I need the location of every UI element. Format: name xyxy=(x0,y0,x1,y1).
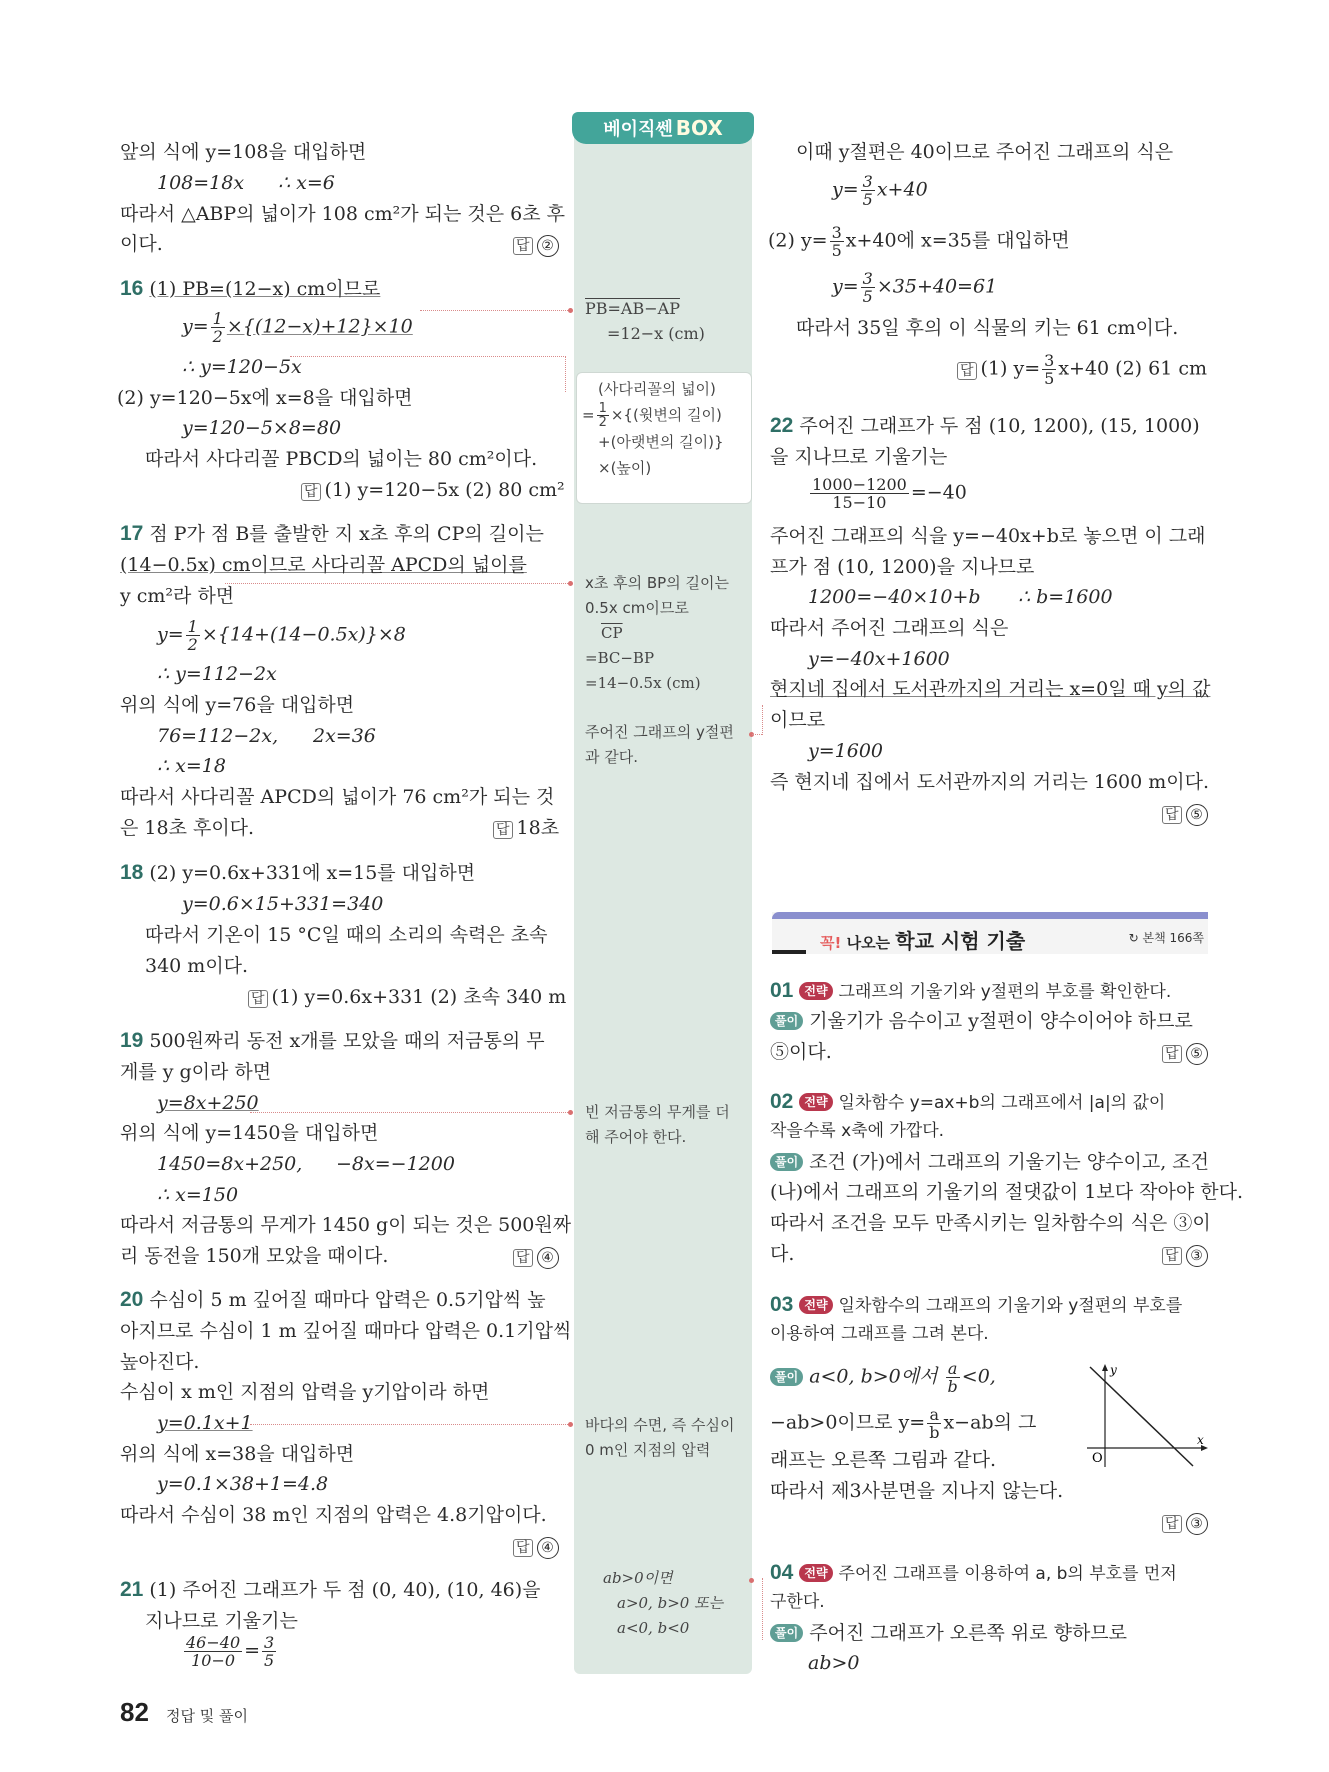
equation: ab>0 xyxy=(808,1652,860,1674)
text-line: 따라서 사다리꼴 PBCD의 넓이는 80 cm²이다. xyxy=(145,448,538,470)
note-text: 0.5x cm이므로 xyxy=(585,599,689,617)
answer-mark xyxy=(513,232,559,258)
leader-line xyxy=(762,705,763,735)
answer-text: (1) y=0.6x+331 (2) 초속 340 m xyxy=(271,986,567,1008)
numerator: 46−40 xyxy=(186,1633,241,1652)
strategy-text: 작을수록 x축에 가깝다. xyxy=(770,1121,945,1141)
solution-text: 주어진 그래프가 오른쪽 위로 향하므로 xyxy=(809,1622,1128,1644)
question-number: 01 xyxy=(770,979,794,1002)
note-text: +(아랫변의 길이)} xyxy=(598,433,724,451)
answer-mark xyxy=(513,1534,559,1560)
problem-16-line1 xyxy=(120,277,380,301)
equation xyxy=(770,1406,1036,1441)
text-line: 아지므로 수심이 1 m 깊어질 때마다 압력은 0.1기압씩 xyxy=(120,1320,572,1342)
equation: 108=18x xyxy=(157,172,245,194)
equation: y=0.1×38+1=4.8 xyxy=(157,1473,329,1495)
equation: ∴ y=120−5x xyxy=(182,356,302,378)
problem-number: 16 xyxy=(120,277,144,300)
text-line: 다. xyxy=(770,1243,795,1265)
problem-19-line1 xyxy=(120,1029,545,1053)
equation: y=0.6×15+331=340 xyxy=(182,893,384,915)
text-line: (나)에서 그래프의 기울기의 절댓값이 1보다 작아야 한다. xyxy=(770,1181,1243,1203)
fraction xyxy=(830,224,844,259)
note-text: a>0, b>0 또는 xyxy=(617,1594,724,1612)
text-line: 은 18초 후이다. xyxy=(120,817,255,839)
eq-part: y= xyxy=(832,178,859,201)
numerator: 1 xyxy=(598,401,607,416)
strategy-text: 그래프의 기울기와 y절편의 부호를 확인한다. xyxy=(838,982,1172,1002)
eq-part: (2) y= xyxy=(768,229,828,252)
page-section-label: 정답 및 풀이 xyxy=(166,1707,248,1725)
eq-part: =−40 xyxy=(910,481,967,504)
answer-mark xyxy=(1162,801,1208,827)
leader-line xyxy=(565,356,566,392)
equation xyxy=(832,173,928,208)
solution-text: −ab>0이므로 y= xyxy=(770,1411,926,1434)
note-cp xyxy=(585,571,729,696)
problem-20-line1 xyxy=(120,1288,546,1312)
fraction xyxy=(597,402,609,429)
text-line: ⑤이다. xyxy=(770,1041,832,1063)
problem-number: 19 xyxy=(120,1029,144,1052)
numerator: a xyxy=(927,1406,941,1424)
text-line: 이다. xyxy=(120,233,163,255)
answer-icon: 답 xyxy=(957,362,977,380)
problem-number: 22 xyxy=(770,414,794,437)
note-text: ab>0이면 xyxy=(603,1569,673,1587)
answer-icon: 답 xyxy=(513,237,533,255)
answer-mark xyxy=(1162,1242,1208,1268)
equation: 2x=36 xyxy=(313,725,376,747)
note-text: 주어진 그래프의 y절편 xyxy=(585,723,734,741)
answer-text: 18초 xyxy=(516,817,560,839)
basic-box-header xyxy=(572,112,754,144)
note-text: PB=AB−AP xyxy=(585,299,680,318)
equation xyxy=(832,270,997,305)
denominator: 5 xyxy=(862,190,873,209)
strategy-text: 주어진 그래프를 이용하여 a, b의 부호를 먼저 xyxy=(838,1564,1177,1584)
problem-text: (2) y=0.6x+331에 x=15를 대입하면 xyxy=(149,862,476,884)
numerator: 1000−1200 xyxy=(812,475,907,494)
note-text: ×{(윗변의 길이) xyxy=(610,406,722,424)
solution-text: 기울기가 음수이고 y절편이 양수이어야 하므로 xyxy=(809,1010,1193,1032)
answer-text: x+40 (2) 61 cm xyxy=(1058,357,1208,380)
text-line: 따라서 사다리꼴 APCD의 넓이가 76 cm²가 되는 것 xyxy=(120,786,555,808)
fraction xyxy=(927,1406,941,1441)
strategy-tag: 전략 xyxy=(799,1564,832,1582)
note-text: =12−x (cm) xyxy=(607,324,705,343)
note-text: x초 후의 BP의 길이는 xyxy=(585,574,729,592)
eq-part: y= xyxy=(182,315,209,338)
fraction xyxy=(262,1634,276,1669)
eq-part: y=8x+250 xyxy=(157,1092,259,1114)
text-line: 따라서 저금통의 무게가 1450 g이 되는 것은 500원짜 xyxy=(120,1214,572,1236)
equation xyxy=(768,224,1070,259)
q04-solution xyxy=(770,1621,1127,1645)
header-black-mark xyxy=(772,950,806,954)
answer-choice: ② xyxy=(537,235,559,257)
problem-text: 500원짜리 동전 x개를 모았을 때의 저금통의 무 xyxy=(149,1030,545,1052)
numerator: 3 xyxy=(1044,351,1055,370)
leader-dot xyxy=(749,1578,754,1583)
exam-section-header xyxy=(772,912,1208,954)
problem-text: 점 P가 점 B를 출발한 지 x초 후의 CP의 길이는 xyxy=(149,523,544,545)
problem-text: 주어진 그래프가 두 점 (10, 1200), (15, 1000) xyxy=(799,415,1200,437)
equation: ∴ x=150 xyxy=(157,1184,239,1206)
problem-number: 17 xyxy=(120,522,144,545)
header-accent-line xyxy=(772,912,1208,919)
answer-choice: ⑤ xyxy=(1186,804,1208,826)
leader-line xyxy=(250,1112,570,1113)
x-label: x xyxy=(1197,1433,1204,1447)
solution-text: 조건 (가)에서 그래프의 기울기는 양수이고, 조건 xyxy=(809,1151,1209,1173)
section-title xyxy=(820,925,1025,954)
equation xyxy=(157,1091,259,1115)
q01-strategy xyxy=(770,979,1171,1004)
answer-choice: ⑤ xyxy=(1186,1043,1208,1065)
denominator: 5 xyxy=(264,1651,275,1670)
leader-line xyxy=(752,734,762,735)
answer-icon: 답 xyxy=(1162,1515,1182,1533)
solution-tag: 풀이 xyxy=(770,1153,803,1171)
note-empty-bank xyxy=(585,1100,730,1150)
answer-mark xyxy=(1162,1040,1208,1066)
answer-icon: 답 xyxy=(513,1249,533,1267)
answer-choice: ③ xyxy=(1186,1513,1208,1535)
equation: ∴ x=6 xyxy=(278,172,335,194)
y-axis-arrow xyxy=(1102,1364,1108,1371)
q03-solution xyxy=(770,1360,996,1395)
problem-text: (1) PB=(12−x) cm이므로 xyxy=(149,278,381,300)
refresh-icon: ↻ xyxy=(1128,931,1139,945)
fraction xyxy=(186,618,200,653)
eq-part: y=0.1x+1 xyxy=(157,1412,253,1434)
equation: ∴ y=112−2x xyxy=(157,663,277,685)
leader-dot xyxy=(568,1422,573,1427)
leader-line xyxy=(762,1578,763,1640)
note-text: =14−0.5x (cm) xyxy=(585,674,701,692)
strategy-text: 구한다. xyxy=(770,1592,825,1612)
equation: ∴ b=1600 xyxy=(1018,586,1113,608)
q01-solution xyxy=(770,1009,1193,1033)
answer-icon: 답 xyxy=(513,1539,533,1557)
strategy-text: 일차함수 y=ax+b의 그래프에서 |a|의 값이 xyxy=(838,1093,1166,1113)
problem-number: 20 xyxy=(120,1288,144,1311)
question-number: 03 xyxy=(770,1293,794,1316)
numerator: 3 xyxy=(264,1633,275,1652)
numerator: 3 xyxy=(831,223,842,242)
page-number: 82 xyxy=(120,1697,149,1727)
eq-part: ×35+40=61 xyxy=(876,275,998,298)
text-line: 수심이 x m인 지점의 압력을 y기압이라 하면 xyxy=(120,1381,490,1403)
eq-part: ×{(12−x)+12}×10 xyxy=(226,315,413,338)
strategy-tag: 전략 xyxy=(799,982,832,1000)
text-line: 위의 식에 x=38을 대입하면 xyxy=(120,1443,355,1465)
answer-text: (1) y=120−5x (2) 80 cm² xyxy=(324,479,565,501)
note-sea-level xyxy=(585,1413,734,1463)
problem-18-line1 xyxy=(120,861,475,885)
q03-strategy xyxy=(770,1293,1182,1318)
text-line: 리 동전을 150개 모았을 때이다. xyxy=(120,1245,389,1267)
text-line: 을 지나므로 기울기는 xyxy=(770,446,948,468)
fraction xyxy=(810,476,909,511)
answer-line xyxy=(957,352,1207,387)
note-text: $\overline{CP}$ xyxy=(601,624,623,642)
denominator: 5 xyxy=(831,241,842,260)
solution-text: x−ab의 그 xyxy=(943,1411,1037,1434)
equation xyxy=(808,476,967,511)
strategy-text: 이용하여 그래프를 그려 본다. xyxy=(770,1324,989,1344)
numerator: a xyxy=(946,1360,960,1378)
eq-part: ×{14+(14−0.5x)}×8 xyxy=(201,623,406,646)
equation: y=1600 xyxy=(808,740,884,762)
answer-line xyxy=(493,816,559,842)
note-text: (사다리꼴의 넓이) xyxy=(598,380,716,398)
equation: 1450=8x+250, xyxy=(157,1153,303,1175)
answer-text: (1) y= xyxy=(980,357,1041,380)
solution-tag: 풀이 xyxy=(770,1624,803,1642)
answer-line xyxy=(248,985,566,1011)
text-line: 이므로 xyxy=(770,709,826,731)
question-number: 02 xyxy=(770,1090,794,1113)
text-line: 따라서 △ABP의 넓이가 108 cm²가 되는 것은 6초 후 xyxy=(120,203,565,225)
problem-21-line1 xyxy=(120,1578,541,1602)
denominator: 5 xyxy=(862,287,873,306)
answer-choice: ④ xyxy=(537,1537,559,1559)
text-line: 따라서 주어진 그래프의 식은 xyxy=(770,617,1009,639)
leader-line xyxy=(420,310,570,311)
solution-text: a<0, b>0에서 xyxy=(809,1365,938,1388)
note-trapezoid xyxy=(582,376,724,481)
eq-part: y= xyxy=(832,275,859,298)
box-title: 베이직쎈 xyxy=(603,119,673,140)
fraction xyxy=(861,173,875,208)
text-line: 위의 식에 y=1450을 대입하면 xyxy=(120,1122,379,1144)
denominator: b xyxy=(929,1423,940,1442)
note-y-intercept xyxy=(585,720,734,770)
note-text: 해 주어야 한다. xyxy=(585,1128,687,1146)
equation: 1200=−40×10+b xyxy=(808,586,981,608)
denominator: 10−0 xyxy=(191,1651,236,1670)
text-line xyxy=(120,553,527,577)
answer-icon: 답 xyxy=(301,483,321,501)
text-line: 주어진 그래프의 식을 y=−40x+b로 놓으면 이 그래 xyxy=(770,525,1206,547)
solution-tag: 풀이 xyxy=(770,1012,803,1030)
equation xyxy=(157,1411,253,1435)
denominator: 2 xyxy=(598,415,607,430)
text-line: 즉 현지네 집에서 도서관까지의 거리는 1600 m이다. xyxy=(770,771,1210,793)
note-text: 바다의 수면, 즉 수심이 xyxy=(585,1416,735,1434)
problem-number: 21 xyxy=(120,1578,144,1601)
leader-dot xyxy=(568,1110,573,1115)
fraction xyxy=(1042,352,1056,387)
fraction xyxy=(211,310,225,345)
note-text: 과 같다. xyxy=(585,748,639,766)
leader-line xyxy=(290,356,566,357)
numerator: 1 xyxy=(187,617,198,636)
note-text: = xyxy=(582,406,595,424)
equation xyxy=(182,310,413,345)
text-line: 높아진다. xyxy=(120,1351,200,1373)
q02-solution xyxy=(770,1150,1209,1174)
eq-part: x+40 xyxy=(876,178,928,201)
fraction xyxy=(184,1634,242,1669)
fraction xyxy=(946,1360,960,1395)
q02-strategy xyxy=(770,1090,1165,1115)
note-text: ×(높이) xyxy=(598,459,652,477)
text-line: 래프는 오른쪽 그림과 같다. xyxy=(770,1449,997,1471)
problem-22-line1 xyxy=(770,414,1200,438)
problem-17-line1 xyxy=(120,522,544,546)
text-line: 따라서 조건을 모두 만족시키는 일차함수의 식은 ③이 xyxy=(770,1212,1211,1234)
eq-part: y= xyxy=(157,623,184,646)
problem-number: 18 xyxy=(120,861,144,884)
denominator: 15−10 xyxy=(832,493,887,512)
strategy-text: 일차함수의 그래프의 기울기와 y절편의 부호를 xyxy=(838,1296,1183,1316)
problem-text: (1) 주어진 그래프가 두 점 (0, 40), (10, 46)을 xyxy=(149,1579,541,1601)
numerator: 1 xyxy=(212,309,223,328)
box-title-sub: BOX xyxy=(675,116,723,140)
note-text: 0 m인 지점의 압력 xyxy=(585,1441,711,1459)
eq-part: x+40에 x=35를 대입하면 xyxy=(845,229,1070,252)
leader-line xyxy=(250,1424,570,1425)
problem-text: (14−0.5x) cm이므로 사다리꼴 APCD의 넓이를 xyxy=(120,554,527,576)
reference-text: 본책 166쪽 xyxy=(1142,931,1204,945)
leader-dot xyxy=(568,581,573,586)
equation xyxy=(182,1634,278,1669)
fraction xyxy=(861,270,875,305)
y-label: y xyxy=(1110,1363,1117,1377)
answer-choice: ④ xyxy=(537,1247,559,1269)
answer-icon: 답 xyxy=(493,821,513,839)
leader-line xyxy=(225,583,570,584)
equation: −8x=−1200 xyxy=(336,1153,455,1175)
text-line: 게를 y g이라 하면 xyxy=(120,1061,272,1083)
solution-tag: 풀이 xyxy=(770,1368,803,1386)
title-small: 나오는 xyxy=(846,934,891,952)
equation: y=−40x+1600 xyxy=(808,648,950,670)
answer-choice: ③ xyxy=(1186,1245,1208,1267)
answer-line xyxy=(301,478,565,504)
denominator: 2 xyxy=(212,327,223,346)
equation: 76=112−2x, xyxy=(157,725,279,747)
text-line: y cm²라 하면 xyxy=(120,585,235,607)
text-line: 지나므로 기울기는 xyxy=(145,1610,298,1632)
origin-label: O xyxy=(1092,1451,1103,1466)
text-line: 위의 식에 y=76을 대입하면 xyxy=(120,694,355,716)
eq-part: = xyxy=(244,1639,261,1662)
note-text: a<0, b<0 xyxy=(617,1619,690,1637)
numerator: 3 xyxy=(862,269,873,288)
answer-icon: 답 xyxy=(1162,1247,1182,1265)
text-line: 따라서 35일 후의 이 식물의 키는 61 cm이다. xyxy=(796,317,1179,339)
text-line: 앞의 식에 y=108을 대입하면 xyxy=(120,141,367,163)
text-line: 따라서 기온이 15 °C일 때의 소리의 속력은 초속 xyxy=(145,924,548,946)
equation xyxy=(157,618,406,653)
q03-graph xyxy=(1085,1362,1210,1472)
strategy-tag: 전략 xyxy=(799,1093,832,1111)
note-text: 빈 저금통의 무게를 더 xyxy=(585,1103,730,1121)
problem-text: 현지네 집에서 도서관까지의 거리는 x=0일 때 y의 값 xyxy=(770,678,1211,700)
denominator: b xyxy=(947,1377,958,1396)
title-emphasis: 꼭! xyxy=(820,934,842,952)
answer-icon: 답 xyxy=(1162,806,1182,824)
numerator: 3 xyxy=(862,172,873,191)
equation: ∴ x=18 xyxy=(157,755,226,777)
text-line: (2) y=120−5x에 x=8을 대입하면 xyxy=(117,387,413,409)
answer-icon: 답 xyxy=(248,990,268,1008)
strategy-tag: 전략 xyxy=(799,1296,832,1314)
equation: y=120−5×8=80 xyxy=(182,417,342,439)
text-line: 따라서 제3사분면을 지나지 않는다. xyxy=(770,1480,1064,1502)
answer-mark xyxy=(1162,1510,1208,1536)
leader-dot xyxy=(568,308,573,313)
question-number: 04 xyxy=(770,1561,794,1584)
denominator: 2 xyxy=(187,635,198,654)
note-text: =BC−BP xyxy=(585,649,655,667)
text-line: 340 m이다. xyxy=(145,955,249,977)
text-line: 따라서 수심이 38 m인 지점의 압력은 4.8기압이다. xyxy=(120,1504,547,1526)
note-pb xyxy=(585,296,705,346)
answer-icon: 답 xyxy=(1162,1045,1182,1063)
note-ab-sign xyxy=(603,1566,723,1641)
answer-mark xyxy=(513,1244,559,1270)
text-line xyxy=(770,677,1210,701)
main-book-reference xyxy=(1129,929,1204,946)
title-main: 학교 시험 기출 xyxy=(895,929,1026,953)
denominator: 5 xyxy=(1044,369,1055,388)
text-line: 이때 y절편은 40이므로 주어진 그래프의 식은 xyxy=(796,141,1174,163)
problem-text: 수심이 5 m 깊어질 때마다 압력은 0.5기압씩 높 xyxy=(149,1289,546,1311)
q04-strategy xyxy=(770,1561,1177,1586)
text-line: 프가 점 (10, 1200)을 지나므로 xyxy=(770,556,1035,578)
solution-text: <0, xyxy=(961,1365,996,1388)
